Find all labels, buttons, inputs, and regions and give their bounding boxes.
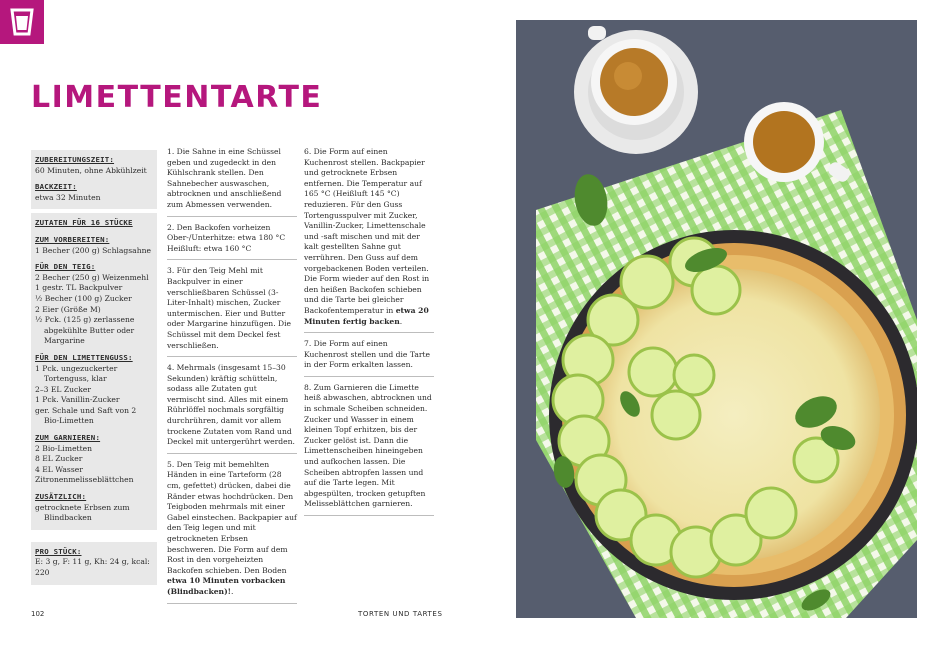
step-6-text: 6. Die Form auf einen Kuchenrost stellen. Backpapier und getrocknete Erbsen entfernen. Die Temperatur auf 165 °C (Heißluft 145 °C) reduzieren. Für den Guss Tortengusspulver mit Zucker, Vanillin-Zucker, Limettenschale und -saft mischen und mit der kalt gestellten Sahne gut verrühren. Den Guss auf dem vorgebackenen Boden verteilen. Die Form wieder auf den Rost in den heißen Backofen schieben und die Tarte bei gleicher Backofentemperatur in <box>304 147 430 315</box>
ingredient-line: 1 gestr. TL Backpulver <box>35 283 123 293</box>
ingredients-box <box>31 213 157 529</box>
prep-time-heading: ZUBEREITUNGSZEIT: <box>35 155 115 164</box>
nutrition-heading: PRO STÜCK: <box>35 546 82 556</box>
step-5 <box>167 460 297 604</box>
ingredient-line: 4 EL Wasser <box>35 464 83 474</box>
glaze-heading: FÜR DEN LIMETTENGUSS: <box>35 352 133 362</box>
step-3: 3. Für den Teig Mehl mit Backpulver in einer verschließbaren Schüssel (3-Liter-Inhalt) mischen, Zucker untermischen. Eier und Butter oder Margarine hinzufügen. Die Schüssel mit dem Deckel fest verschließen. <box>167 266 297 357</box>
cup-icon <box>9 8 35 36</box>
ingredient-line: 2–3 EL Zucker <box>35 384 92 394</box>
bake-time-heading: BACKZEIT: <box>35 182 77 192</box>
ingredient-line: 1 Becher (200 g) Schlagsahne <box>35 245 151 255</box>
nutrition-box <box>31 542 157 585</box>
step-6-end: . <box>399 316 403 326</box>
step-7: 7. Die Form auf einen Kuchenrost stellen und die Tarte in der Form erkalten lassen. <box>304 339 434 377</box>
ingredient-line: 1 Pck. ungezuckerter Tortenguss, klar <box>35 363 118 384</box>
step-8: 8. Zum Garnieren die Limette heiß abwaschen, abtrocknen und in schmale Scheiben schneiden. Zucker und Wasser in einem kleinen Topf erhitzen, bis der Zucker gelöst ist. Dann die Limettenscheiben hineingeben und aufkochen lassen. Die Scheiben abtropfen lassen und auf die Tarte legen. Mit abgespülten, trocken getupften Melisseblättchen garnieren. <box>304 383 434 516</box>
garnish-heading: ZUM GARNIEREN: <box>35 433 101 443</box>
ingredient-line: 2 Eier (Größe M) <box>35 304 101 314</box>
step-5-emphasis: etwa 10 Minuten vorbacken (Blindbacken)! <box>167 576 286 596</box>
additional-heading: ZUSÄTZLICH: <box>35 492 87 502</box>
instructions-column-1 <box>167 147 297 610</box>
step-5-text: 5. Den Teig mit bemehlten Händen in eine Tarteform (28 cm, gefettet) drücken, dabei die Ränder etwas hochdrücken. Den Teigboden mehrmals mit einer Gabel einstechen. Backpapier auf den Teig legen und mit getrockneten Erbsen beschweren. Die Form auf dem Rost in den vorgeheizten Backofen schieben. Den Boden <box>167 459 297 575</box>
page-number: 102 <box>31 610 45 618</box>
instructions-column-2 <box>304 147 434 522</box>
ingredient-line: ½ Pck. (125 g) zerlassene abgekühlte Butter oder Margarine <box>35 315 135 346</box>
ingredient-line: 2 Becher (250 g) Weizenmehl <box>35 272 149 282</box>
recipe-title: LIMETTENTARTE <box>31 80 323 115</box>
time-box <box>31 150 157 209</box>
prep-time-value: 60 Minuten, ohne Abkühlzeit <box>35 165 147 175</box>
ingredient-line: Zitronenmelisseblättchen <box>35 475 134 485</box>
step-1: 1. Die Sahne in eine Schüssel geben und zugedeckt in den Kühlschrank stellen. Den Sahnebecher auswaschen, abtrocknen und anschließend zum Abmessen verwenden. <box>167 147 297 217</box>
step-4: 4. Mehrmals (insgesamt 15–30 Sekunden) kräftig schütteln, sodass alle Zutaten gut vermischt sind. Alles mit einem Rührlöffel nochmals sorgfältig durchrühren, damit vor allem trockene Zutaten vom Rand und Deckel mit untergerührt werden. <box>167 363 297 454</box>
bake-time-value: etwa 32 Minuten <box>35 192 101 202</box>
section-title: TORTEN UND TARTES <box>358 610 443 618</box>
step-6 <box>304 147 434 333</box>
recipe-info-sidebar <box>31 150 157 585</box>
nutrition-value: E: 3 g, F: 11 g, Kh: 24 g, kcal: 220 <box>35 557 150 577</box>
step-6-emphasis: etwa 20 Minuten fertig backen <box>304 305 429 326</box>
photo-illustration <box>516 20 917 618</box>
ingredient-line: 1 Pck. Vanillin-Zucker <box>35 395 120 405</box>
prepare-heading: ZUM VORBEREITEN: <box>35 234 110 244</box>
chapter-corner-tab <box>0 0 44 44</box>
step-2: 2. Den Backofen vorheizen Ober-/Unterhitze: etwa 180 °C Heißluft: etwa 160 °C <box>167 223 297 261</box>
ingredient-line: 2 Bio-Limetten <box>35 443 93 453</box>
ingredient-line: getrocknete Erbsen zum Blindbacken <box>35 502 130 523</box>
step-5-end: . <box>231 586 234 596</box>
dough-heading: FÜR DEN TEIG: <box>35 262 96 272</box>
ingredients-heading: ZUTATEN FÜR 16 STÜCKE <box>35 218 133 228</box>
ingredient-line: ger. Schale und Saft von 2 Bio-Limetten <box>35 405 137 426</box>
ingredient-line: 8 EL Zucker <box>35 454 83 464</box>
ingredient-line: ½ Becher (100 g) Zucker <box>35 293 132 303</box>
lime-tart-photo <box>516 20 917 618</box>
